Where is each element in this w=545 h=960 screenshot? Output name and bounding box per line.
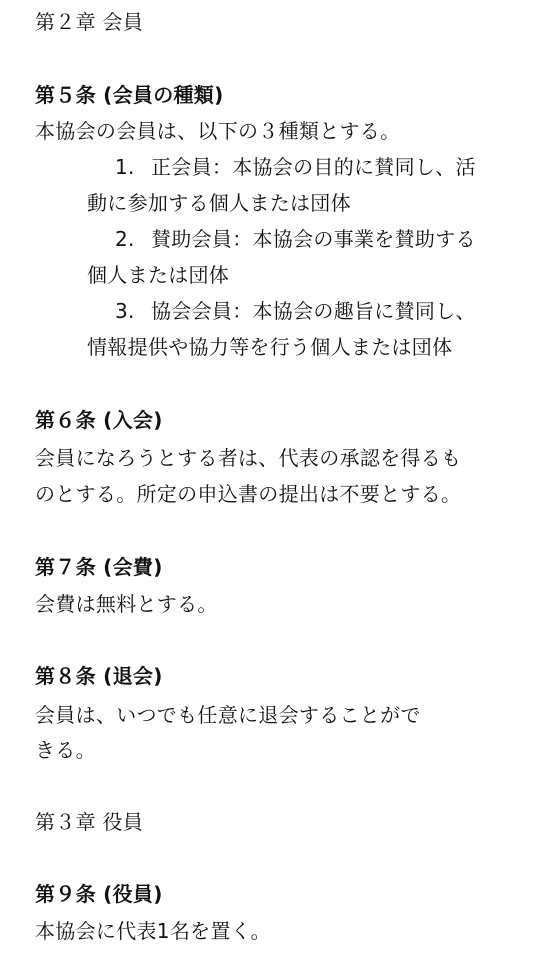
list-item-number: 1. bbox=[115, 155, 135, 179]
list-item-text: 正会員：本協会の目的に賛同し、活 bbox=[151, 155, 476, 179]
list-item-text-continued: 個人または団体 bbox=[87, 263, 230, 287]
article-8-text-line-2: きる。 bbox=[35, 738, 96, 762]
article-6-text-line-2: のとする。所定の申込書の提出は不要とする。 bbox=[35, 482, 462, 506]
article-8-text-line-1: 会員は、いつでも任意に退会することがで bbox=[35, 703, 421, 727]
list-item-text: 賛助会員：本協会の事業を賛助する bbox=[151, 227, 476, 251]
list-item-number: 2. bbox=[115, 227, 135, 251]
article-6-text-line-1: 会員になろうとする者は、代表の承認を得るも bbox=[35, 446, 462, 470]
article-9-heading: 第９条 (役員) bbox=[35, 882, 163, 906]
article-8-heading: 第８条 (退会) bbox=[35, 664, 163, 688]
article-7-text-line-1: 会費は無料とする。 bbox=[35, 592, 218, 616]
chapter-3-heading: 第３章 役員 bbox=[35, 810, 144, 834]
list-item-number: 3. bbox=[115, 299, 135, 323]
article-6-heading: 第６条 (入会) bbox=[35, 408, 163, 432]
list-item-text: 協会会員：本協会の趣旨に賛同し、 bbox=[151, 299, 476, 323]
article-7-heading: 第７条 (会費) bbox=[35, 555, 163, 579]
article-5-heading: 第５条 (会員の種類) bbox=[35, 83, 224, 107]
chapter-2-heading: 第２章 会員 bbox=[35, 10, 144, 34]
list-item-text-continued: 動に参加する個人または団体 bbox=[87, 191, 351, 215]
article-5-intro: 本協会の会員は、以下の３種類とする。 bbox=[35, 119, 401, 143]
list-item-text-continued: 情報提供や協力等を行う個人または団体 bbox=[87, 335, 453, 359]
article-9-text-line-1: 本協会に代表1名を置く。 bbox=[35, 919, 271, 943]
